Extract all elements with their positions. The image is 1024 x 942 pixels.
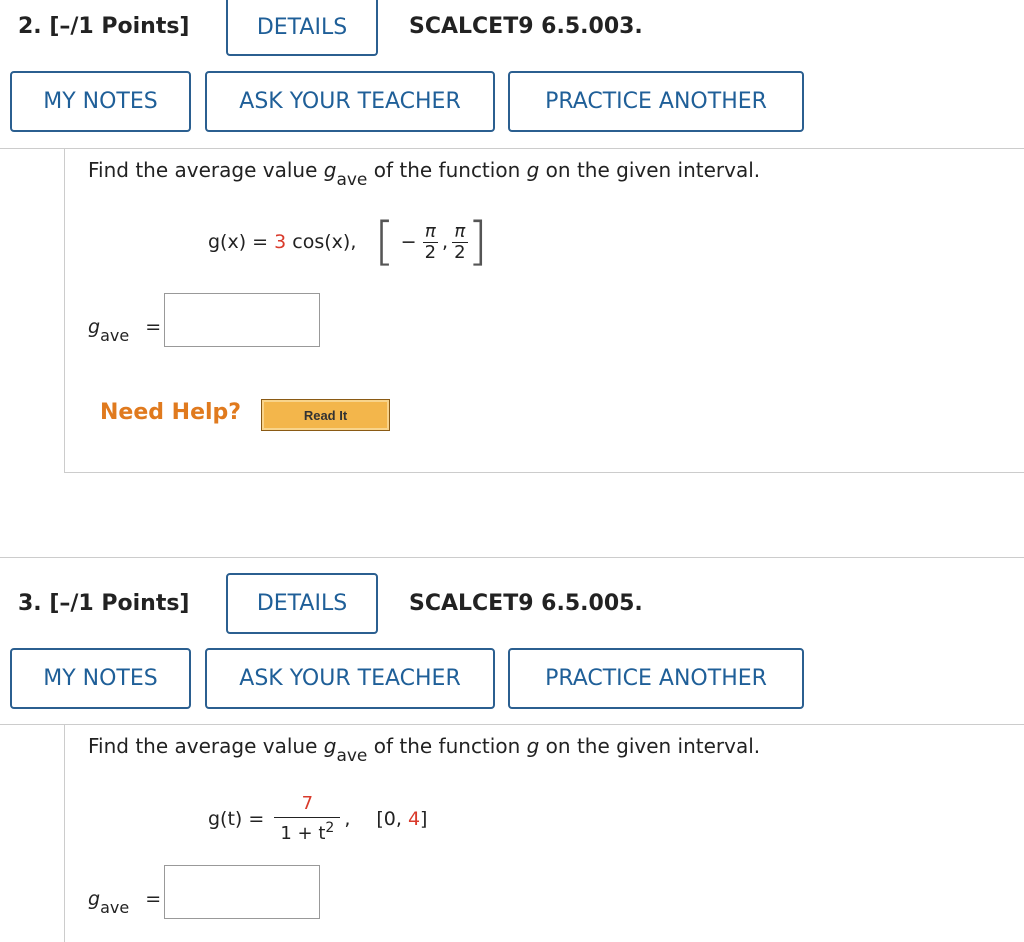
q2-read-it-button[interactable]: Read It	[261, 399, 390, 431]
q2-gave-g: g	[88, 316, 101, 338]
q3-details-button[interactable]: DETAILS	[226, 573, 378, 634]
q2-frac-left-den: 2	[424, 241, 437, 263]
q3-interval-open: [0,	[376, 808, 408, 830]
q2-right-bracket: ]	[467, 212, 488, 272]
q3-practice-another-button[interactable]: PRACTICE ANOTHER	[508, 648, 804, 709]
q2-gave-label	[88, 316, 162, 345]
q3-frac-den	[274, 817, 340, 844]
q3-den-exp: 2	[325, 820, 335, 836]
q2-prompt-text: Find the average value	[88, 158, 324, 182]
q2-g-symbol: g	[323, 158, 337, 182]
q3-prompt-text-end: on the given interval.	[539, 734, 761, 758]
q3-comma: ,	[344, 808, 351, 830]
q2-prompt-text-end: on the given interval.	[539, 158, 761, 182]
q2-frac-right-den: 2	[454, 241, 466, 263]
q3-func-lhs: g(t) =	[208, 808, 271, 830]
q2-my-notes-button[interactable]: MY NOTES	[10, 71, 191, 132]
q3-frac-num: 7	[301, 793, 314, 815]
q3-interval-end: 4	[407, 808, 421, 830]
q3-top-divider	[0, 557, 1024, 558]
q3-interval-close: ]	[420, 808, 428, 830]
q3-ask-teacher-button[interactable]: ASK YOUR TEACHER	[205, 648, 495, 709]
q2-prompt-text-mid: of the function	[367, 158, 527, 182]
q3-g-symbol-2: g	[526, 734, 540, 758]
q2-frac-left-num: π	[424, 220, 436, 242]
q2-answer-input[interactable]	[164, 293, 320, 347]
q3-ave-subscript: ave	[336, 746, 368, 766]
q3-g-symbol: g	[323, 734, 337, 758]
q3-answer-input[interactable]	[164, 865, 320, 919]
q3-gave-g: g	[88, 888, 101, 910]
q3-function	[208, 788, 427, 850]
q3-prompt-text: Find the average value	[88, 734, 324, 758]
q3-prompt-text-mid: of the function	[367, 734, 527, 758]
q2-prompt	[88, 158, 761, 190]
q3-prompt	[88, 734, 761, 766]
q3-gave-eq: =	[145, 888, 162, 910]
q3-my-notes-button[interactable]: MY NOTES	[10, 648, 191, 709]
q2-ask-teacher-button[interactable]: ASK YOUR TEACHER	[205, 71, 495, 132]
q3-gave-label	[88, 888, 162, 917]
q2-left-bracket: [	[374, 212, 395, 272]
q2-func-rest: cos(x),	[286, 231, 357, 253]
q2-gave-eq: =	[145, 316, 162, 338]
q2-g-symbol-2: g	[526, 158, 540, 182]
q2-need-help: Need Help?	[100, 400, 242, 425]
q2-question-id: SCALCET9 6.5.003.	[409, 14, 643, 39]
q2-func-lhs: g(x) =	[208, 231, 275, 253]
q3-den-text: 1 + t	[280, 823, 326, 844]
q2-practice-another-button[interactable]: PRACTICE ANOTHER	[508, 71, 804, 132]
q3-gave-sub: ave	[100, 898, 130, 917]
q2-frac-right	[452, 222, 467, 263]
q2-points: 2. [–/1 Points]	[18, 14, 190, 39]
q2-minus: −	[400, 231, 417, 253]
q2-ave-subscript: ave	[336, 170, 368, 190]
q2-frac-left	[423, 222, 438, 263]
q2-interval-comma: ,	[442, 231, 449, 253]
q2-frac-right-num: π	[454, 220, 466, 242]
q3-points: 3. [–/1 Points]	[18, 591, 190, 616]
q2-details-button[interactable]: DETAILS	[226, 0, 378, 56]
q3-fraction	[274, 794, 340, 844]
q3-question-id: SCALCET9 6.5.005.	[409, 591, 643, 616]
q2-gave-sub: ave	[100, 326, 130, 345]
q2-function	[208, 214, 488, 270]
q2-func-coef: 3	[274, 231, 287, 253]
